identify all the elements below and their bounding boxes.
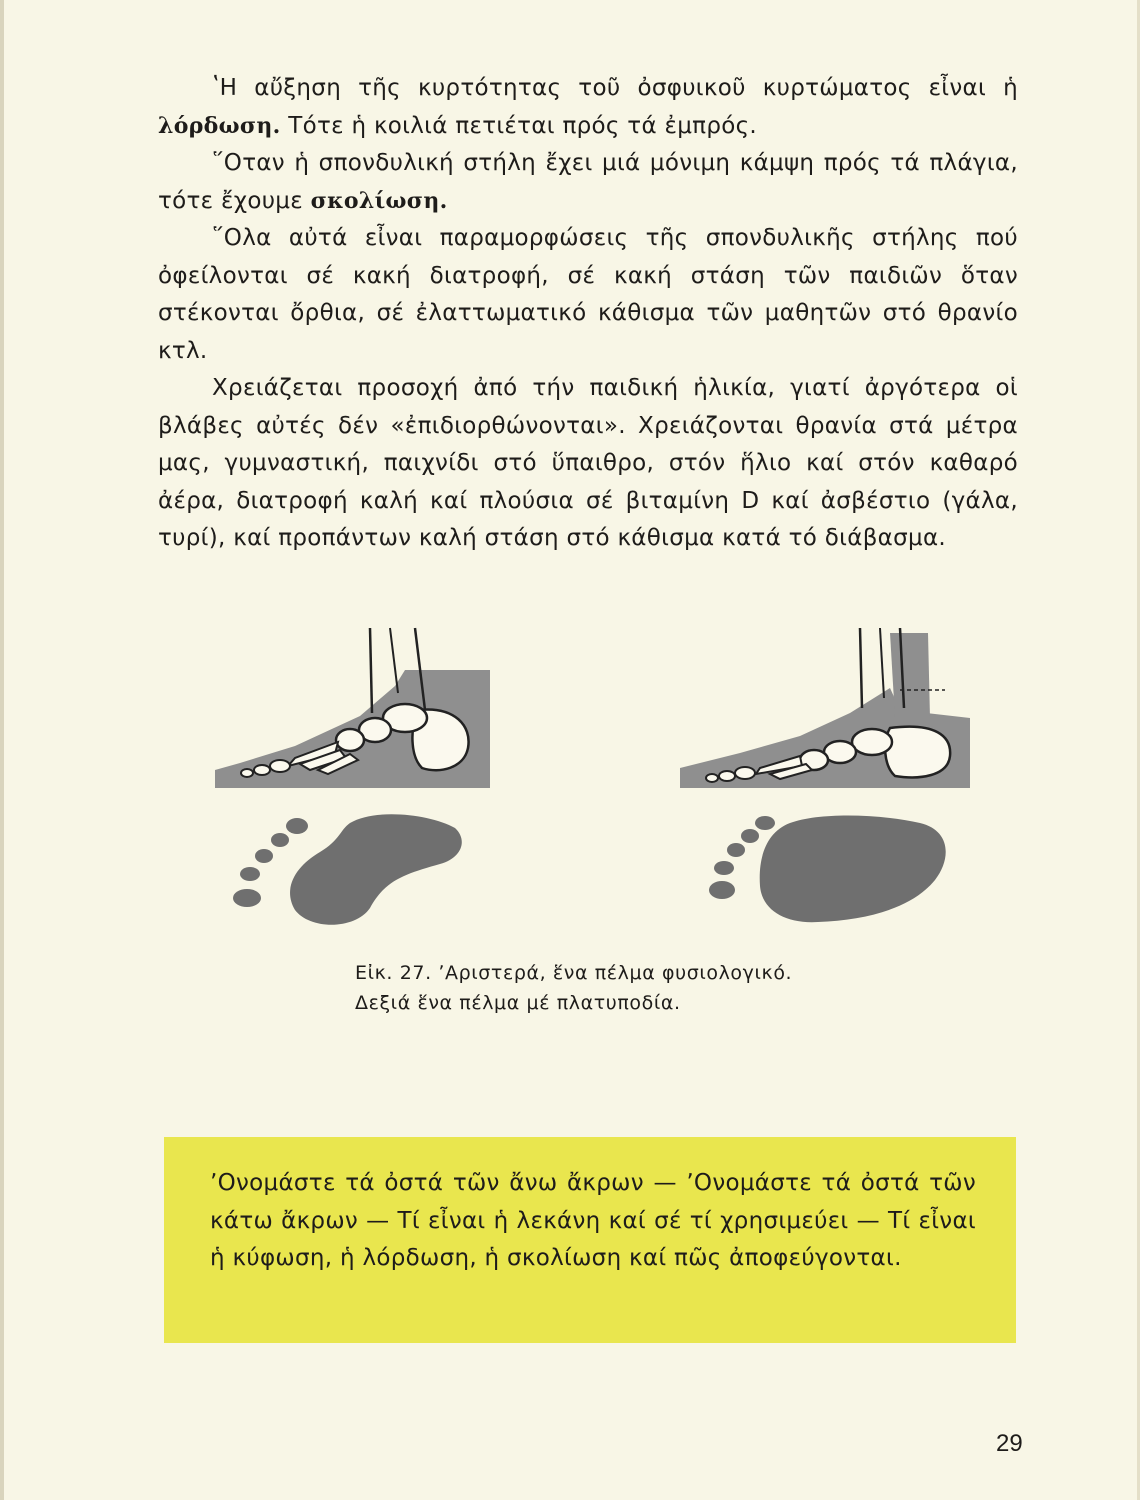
figure-caption: [355, 958, 915, 1018]
caption-line-2: Δεξιά ἕνα πέλμα μέ πλατυποδία.: [355, 992, 681, 1014]
caption-line-1: Εἰκ. 27. ʼΑριστερά, ἕνα πέλμα φυσιολογικό.: [355, 962, 793, 984]
paragraph-text: Τότε ἡ κοιλιά πετιέται πρός τά ἐμπρός.: [280, 112, 758, 139]
flat-footprint: [709, 815, 946, 922]
paragraph-lordosis: [158, 70, 1018, 145]
paragraph-scoliosis: [158, 145, 1018, 220]
body-text: [158, 70, 1018, 558]
figure-feet-illustration: [200, 618, 980, 938]
paragraph-causes: ῞Ολα αὐτά εἶναι παραμορφώσεις τῆς σπονδυλικῆς στήλης πού ὀφείλονται σέ κακή διατροφή, σέ κακή στάση τῶν παιδιῶν ὅταν στέκονται ὄρθια, σέ ἐλαττωματικό κάθισμα τῶν μαθητῶν στό θρανίο κτλ.: [158, 225, 1018, 364]
normal-foot-side-view: [215, 628, 490, 788]
review-questions-box: [164, 1137, 1016, 1343]
term-scoliosis: σκολίωση.: [310, 187, 448, 214]
review-questions-text: ʼΟνομάστε τά ὀστά τῶν ἄνω ἄκρων — ʼΟνομάστε τά ὀστά τῶν κάτω ἄκρων — Τί εἶναι ἡ λεκάνη καί σέ τί χρησιμεύει — Τί εἶναι ἡ κύφωση, ἡ λόρδωση, ἡ σκολίωση καί πῶς ἀποφεύγονται.: [210, 1170, 976, 1271]
flat-foot-side-view: [680, 628, 970, 788]
paragraph-text: ʽΗ αὔξηση τῆς κυρτότητας τοῦ ὀσφυικοῦ κυρτώματος εἶναι ἡ: [212, 75, 1018, 101]
term-lordosis: λόρδωση.: [158, 112, 281, 139]
normal-footprint: [233, 814, 462, 925]
page-number: 29: [996, 1430, 1023, 1457]
paragraph-text: ῞Οταν ἡ σπονδυλική στήλη ἔχει μιά μόνιμη κάμψη πρός τά πλάγια, τότε ἔχουμε: [158, 150, 1018, 214]
paragraph-prevention: Χρειάζεται προσοχή ἀπό τήν παιδική ἡλικία, γιατί ἀργότερα οἱ βλάβες αὐτές δέν «ἐπιδιορθώνονται». Χρειάζονται θρανία στά μέτρα μας, γυμναστική, παιχνίδι στό ὕπαιθρο, στόν ἥλιο καί στόν καθαρό ἀέρα, διατροφή καλή καί πλούσια σέ βιταμίνη D καί ἀσβέστιο (γάλα, τυρί), καί προπάντων καλή στάση στό κάθισμα κατά τό διάβασμα.: [158, 375, 1018, 551]
